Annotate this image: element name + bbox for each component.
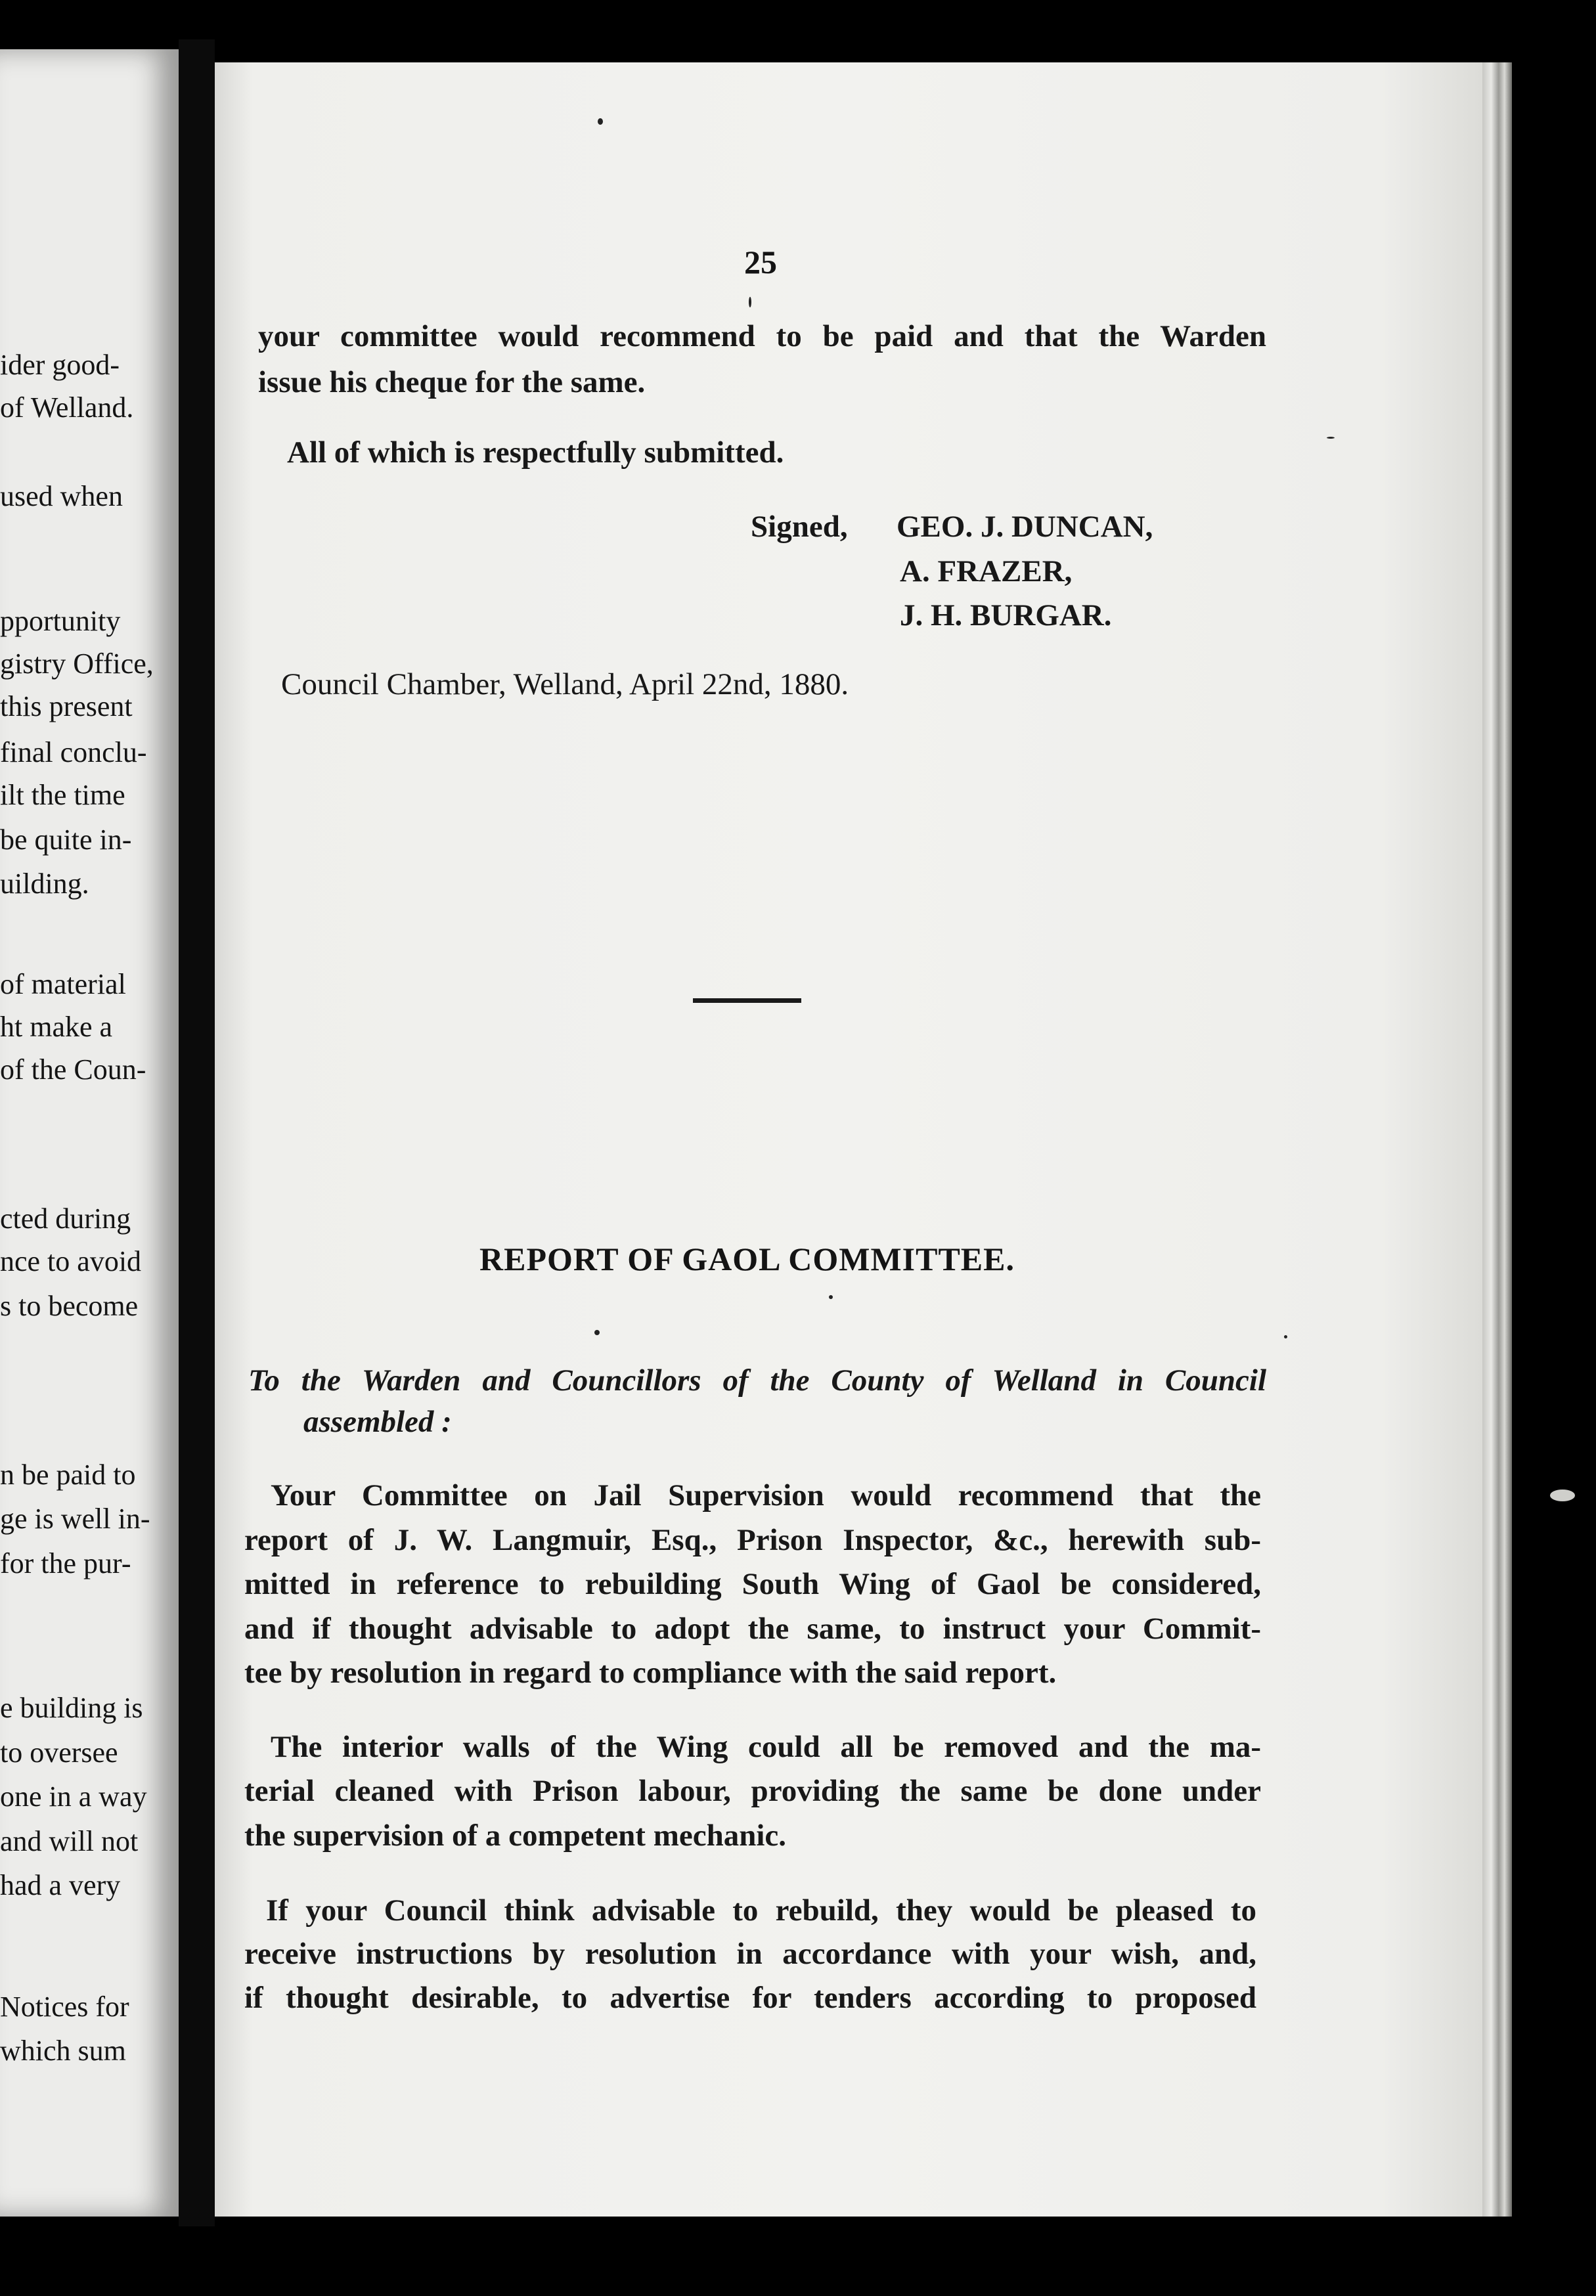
dateline: Council Chamber, Welland, April 22nd, 1880. xyxy=(281,667,849,701)
paragraph-line: Your Committee on Jail Supervision would recommend that the xyxy=(271,1478,1261,1512)
scan-speck xyxy=(1550,1490,1575,1501)
scan-speck xyxy=(749,297,751,307)
report-title: REPORT OF GAOL COMMITTEE. xyxy=(479,1241,1015,1277)
left-page-line: had a very xyxy=(0,1869,121,1901)
left-facing-page xyxy=(0,49,179,2217)
left-page-line: cted during xyxy=(0,1203,131,1235)
paragraph-line: terial cleaned with Prison labour, providing the same be done under xyxy=(244,1774,1261,1808)
signed-label: Signed, xyxy=(751,510,848,544)
left-page-line: and will not xyxy=(0,1825,139,1857)
section-divider xyxy=(693,998,801,1003)
scan-speck xyxy=(594,1330,600,1335)
left-page-line: of the Coun- xyxy=(0,1053,146,1086)
page-edge xyxy=(1482,62,1512,2217)
address-line: assembled : xyxy=(303,1405,452,1439)
left-page-line: used when xyxy=(0,480,123,512)
left-page-line: to oversee xyxy=(0,1736,118,1769)
paragraph-line: If your Council think advisable to rebuild, they would be pleased to xyxy=(266,1893,1256,1928)
left-page-line: final conclu- xyxy=(0,736,147,768)
left-page-line: pportunity xyxy=(0,605,121,637)
scan-speck xyxy=(1284,1335,1287,1338)
left-page-line: uilding. xyxy=(0,868,89,900)
signatory: GEO. J. DUNCAN, xyxy=(897,510,1153,544)
paragraph-line: if thought desirable, to advertise for tenders according to proposed xyxy=(244,1981,1256,2015)
left-page-line: ge is well in- xyxy=(0,1503,150,1535)
left-page-line: nce to avoid xyxy=(0,1245,142,1277)
page-number: 25 xyxy=(744,244,777,280)
left-page-line: gistry Office, xyxy=(0,648,154,680)
left-page-line: of material xyxy=(0,968,126,1000)
signatory: J. H. BURGAR. xyxy=(900,598,1112,632)
left-page-line: Notices for xyxy=(0,1991,129,2023)
scan-speck xyxy=(829,1295,833,1299)
paragraph-line: tee by resolution in regard to compliance with the said report. xyxy=(244,1656,1057,1690)
text-line: issue his cheque for the same. xyxy=(258,365,646,399)
text-line: your committee would recommend to be paid and that the Warden xyxy=(258,319,1266,353)
left-page-line: ider good- xyxy=(0,349,120,381)
left-page-line: ht make a xyxy=(0,1011,113,1043)
left-page-line: one in a way xyxy=(0,1780,147,1813)
scan-speck xyxy=(598,118,603,125)
left-page-line: s to become xyxy=(0,1290,139,1322)
paragraph-line: the supervision of a competent mechanic. xyxy=(244,1819,787,1853)
submitted-line: All of which is respectfully submitted. xyxy=(287,435,784,470)
book-gutter xyxy=(179,39,215,2226)
paragraph-line: mitted in reference to rebuilding South Wing of Gaol be considered, xyxy=(244,1567,1261,1601)
paragraph-line: receive instructions by resolution in accordance with your wish, and, xyxy=(244,1937,1256,1971)
left-page-line: which sum xyxy=(0,2035,126,2067)
left-page-line: n be paid to xyxy=(0,1459,136,1491)
paragraph-line: report of J. W. Langmuir, Esq., Prison Inspector, &c., herewith sub- xyxy=(244,1523,1261,1557)
left-page-line: e building is xyxy=(0,1692,143,1724)
left-page-line: of Welland. xyxy=(0,391,134,424)
address-line: To the Warden and Councillors of the County of Welland in Council xyxy=(248,1363,1266,1398)
left-page-line: be quite in- xyxy=(0,824,132,856)
left-page-line: for the pur- xyxy=(0,1547,131,1579)
scan-speck xyxy=(1327,437,1335,439)
paragraph-line: The interior walls of the Wing could all be removed and the ma- xyxy=(271,1730,1261,1764)
paragraph-line: and if thought advisable to adopt the same, to instruct your Commit- xyxy=(244,1612,1261,1646)
left-page-line: this present xyxy=(0,690,133,722)
left-page-line: ilt the time xyxy=(0,779,125,811)
signatory: A. FRAZER, xyxy=(900,554,1073,588)
